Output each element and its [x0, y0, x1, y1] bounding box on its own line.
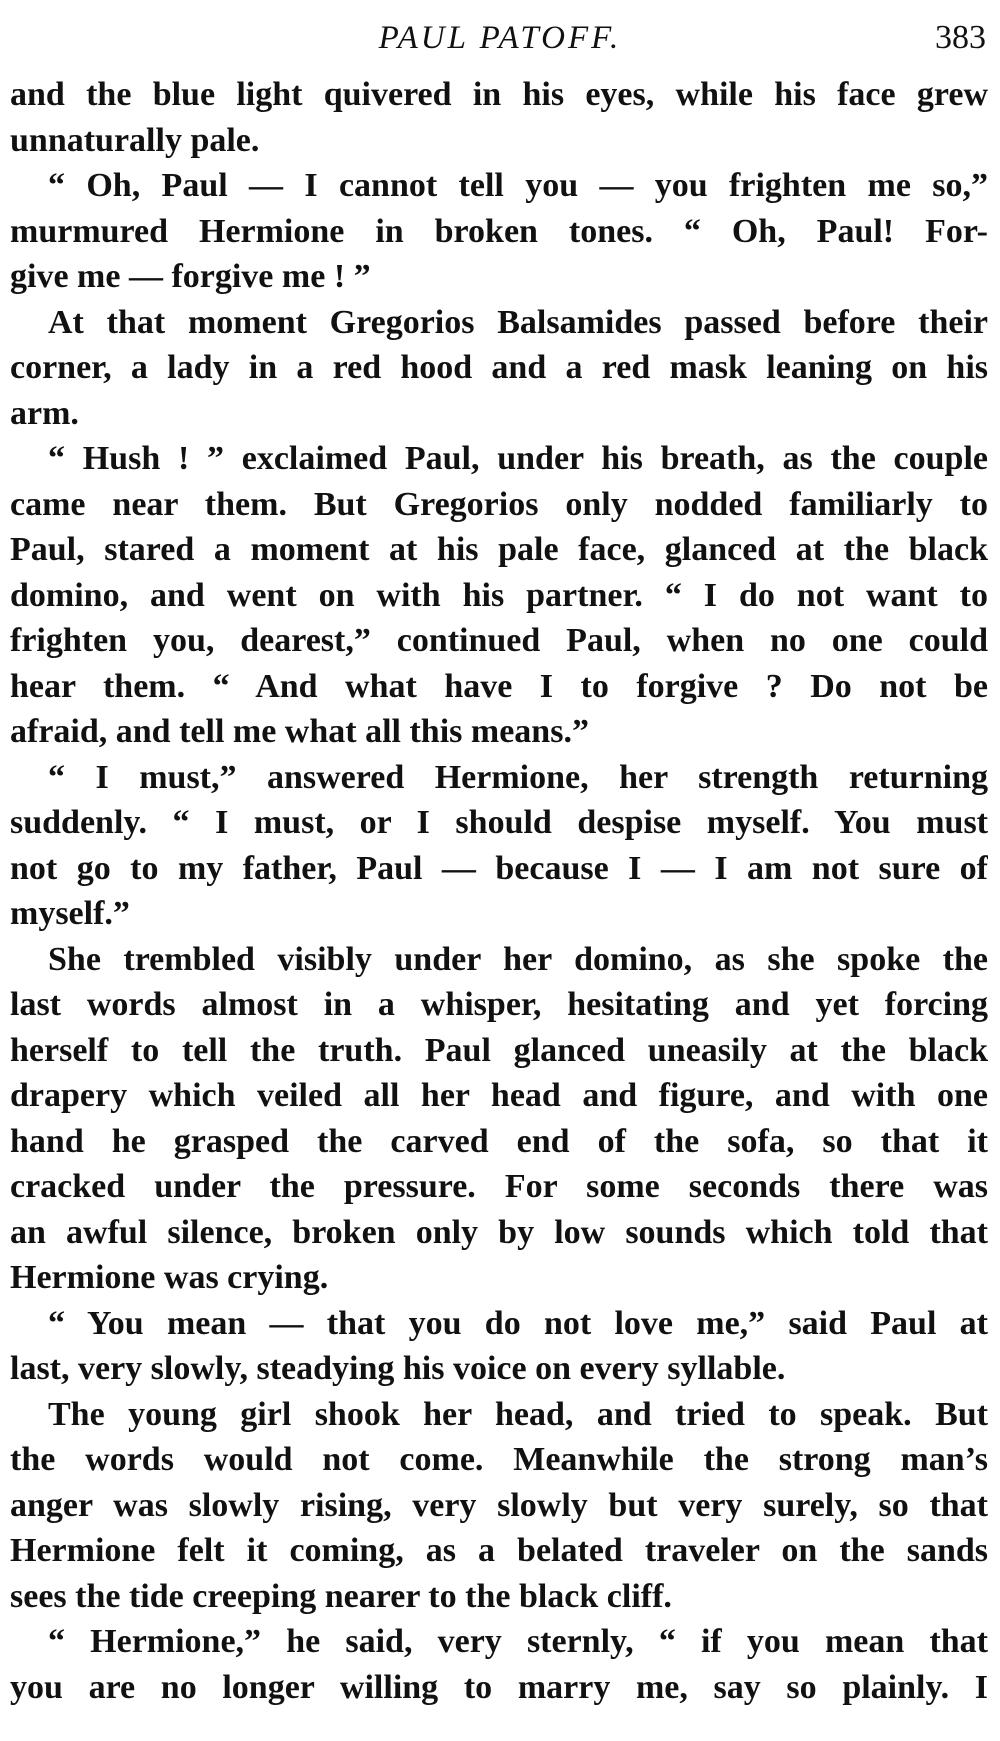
text-line: hand he grasped the carved end of the sofa, so that it: [10, 1122, 988, 1160]
text-line: domino, and went on with his partner. “ I do not want to: [10, 576, 988, 614]
text-line: arm.: [10, 394, 79, 432]
text-line: came near them. But Gregorios only nodded familiarly to: [10, 485, 988, 523]
text-line: “ Oh, Paul — I cannot tell you — you frighten me so,”: [48, 167, 988, 204]
text-line: not go to my father, Paul — because I — I am not sure of: [10, 849, 988, 887]
text-line: frighten you, dearest,” continued Paul, when no one could: [10, 622, 988, 659]
text-line: the words would not come. Meanwhile the strong man’s: [10, 1441, 988, 1478]
text-line: Hermione felt it coming, as a belated traveler on the sands: [10, 1532, 988, 1569]
text-line: afraid, and tell me what all this means.”: [10, 713, 589, 750]
text-line: sees the tide creeping nearer to the black cliff.: [10, 1577, 672, 1615]
text-line: At that moment Gregorios Balsamides passed before their: [48, 303, 988, 341]
body-text: [10, 72, 988, 1710]
text-line: last words almost in a whisper, hesitating and yet forcing: [10, 986, 988, 1023]
text-line: myself.”: [10, 895, 130, 932]
text-line: Paul, stared a moment at his pale face, glanced at the black: [10, 531, 988, 568]
text-line: drapery which veiled all her head and figure, and with one: [10, 1077, 988, 1114]
page-number: 383: [935, 19, 986, 56]
text-line: The young girl shook her head, and tried to speak. But: [48, 1395, 988, 1433]
text-line: “ You mean — that you do not love me,” said Paul at: [48, 1304, 988, 1342]
text-line: Hermione was crying.: [10, 1259, 329, 1296]
text-line: and the blue light quivered in his eyes, while his face grew: [10, 76, 988, 113]
text-line: give me — forgive me ! ”: [10, 258, 371, 295]
text-line: you are no longer willing to marry me, say so plainly. I: [10, 1668, 988, 1706]
text-line: cracked under the pressure. For some seconds there was: [10, 1168, 988, 1205]
running-title: PAUL PATOFF.: [378, 20, 622, 56]
running-header: [10, 12, 990, 64]
text-line: corner, a lady in a red hood and a red mask leaning on his: [10, 349, 988, 386]
text-line: “ I must,” answered Hermione, her strength returning: [48, 758, 988, 796]
text-line: last, very slowly, steadying his voice on every syllable.: [10, 1350, 786, 1387]
text-line: She trembled visibly under her domino, as she spoke the: [48, 940, 988, 978]
text-line: “ Hermione,” he said, very sternly, “ if you mean that: [48, 1623, 988, 1660]
text-line: hear them. “ And what have I to forgive ? Do not be: [10, 667, 988, 705]
text-line: an awful silence, broken only by low sounds which told that: [10, 1213, 988, 1251]
text-line: “ Hush ! ” exclaimed Paul, under his breath, as the couple: [48, 440, 988, 477]
text-line: herself to tell the truth. Paul glanced uneasily at the black: [10, 1031, 988, 1069]
text-line: murmured Hermione in broken tones. “ Oh, Paul! For-: [10, 212, 988, 250]
text-line: unnaturally pale.: [10, 121, 260, 159]
text-line: suddenly. “ I must, or I should despise myself. You must: [10, 804, 988, 841]
text-line: anger was slowly rising, very slowly but very surely, so that: [10, 1486, 988, 1524]
